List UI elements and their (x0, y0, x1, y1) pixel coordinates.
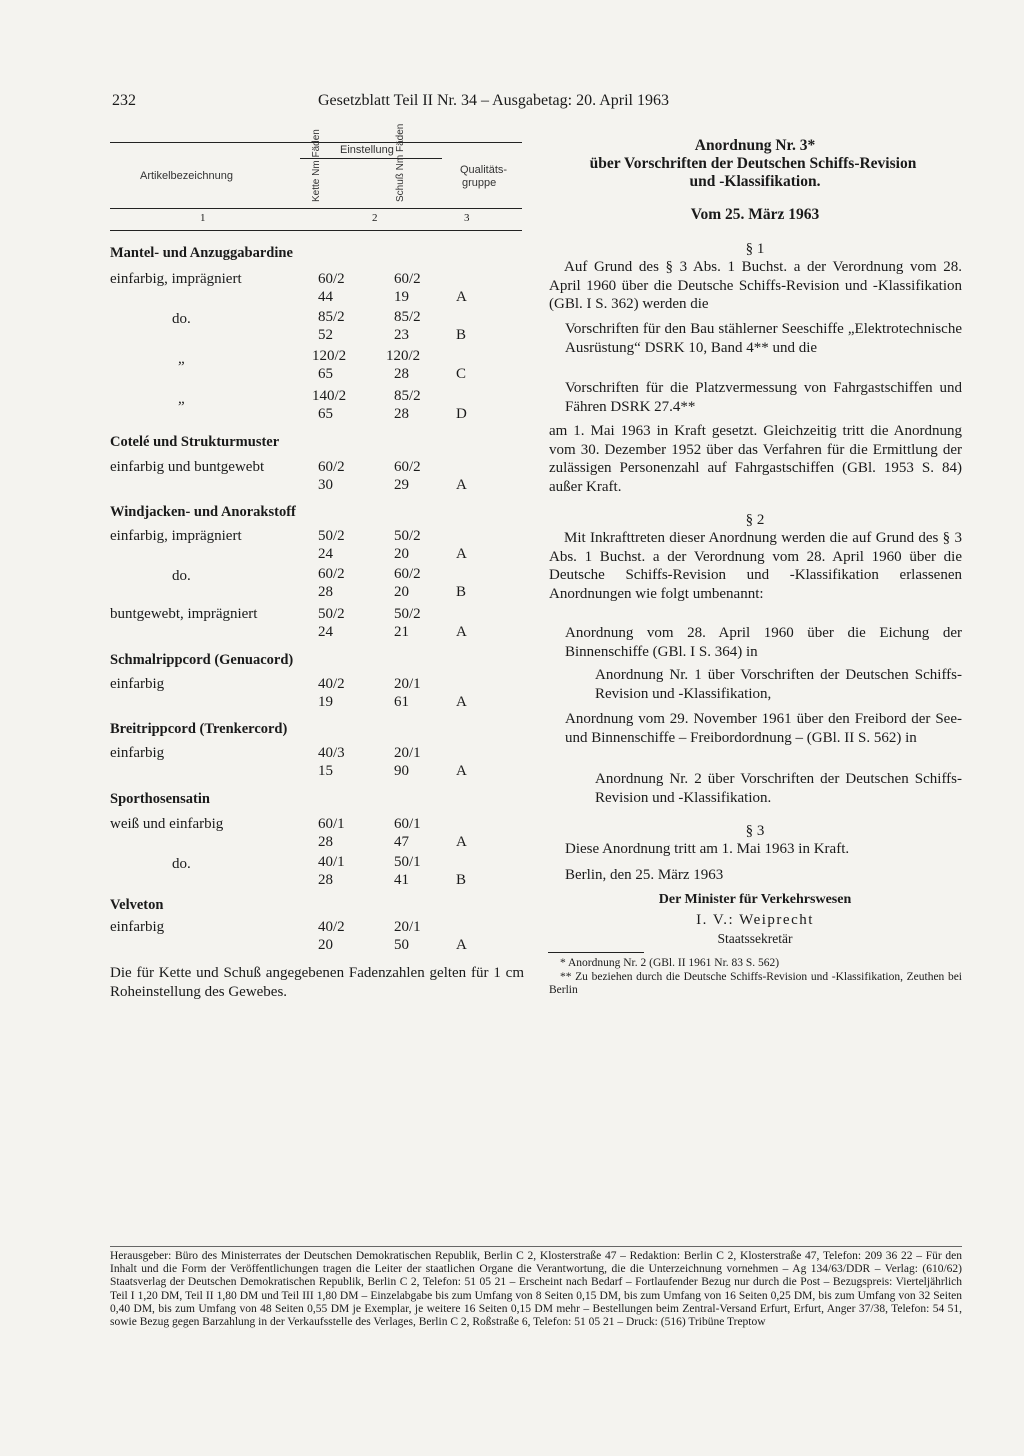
kette-value: 50/2 (318, 528, 345, 544)
kette-count: 44 (318, 289, 333, 305)
quality-group: A (456, 289, 467, 305)
col-quality-line2: gruppe (462, 177, 497, 189)
kette-value: 60/2 (318, 271, 345, 287)
kette-count: 28 (318, 584, 333, 600)
col-number-2: 2 (372, 212, 378, 224)
schuss-value: 50/1 (394, 854, 421, 870)
page-number: 232 (112, 92, 136, 109)
schuss-value: 20/1 (394, 919, 421, 935)
row-label: buntgewebt, imprägniert (110, 606, 258, 622)
section-1-item-1: Vorschriften für den Bau stählerner Seeschiffe „Elektrotechnische Ausrüstung“ DSRK 10, Band 4** und die (565, 321, 962, 356)
section-title: Velveton (110, 897, 164, 913)
footnote-1: * Anordnung Nr. 2 (GBl. II 1961 Nr. 83 S. 562) (560, 957, 780, 969)
article-title-line3: und -Klassifikation. (689, 173, 821, 190)
footnote-2: ** Zu beziehen durch die Deutsche Schiffs-Revision und -Klassifikation, Zeuthen bei Berlin (549, 971, 962, 996)
imprint: Herausgeber: Büro des Ministerrates der Deutschen Demokratischen Republik, Berlin C 2, Klosterstraße 47 – Redaktion: Berlin C 2, Klosterstraße 47, Telefon: 209 36 22 – Für den Inhalt und die Form der Veröffentlichungen tragen die Leiter der staatlichen Organe die Verantwortung, die die Unterzeichnung vornehmen – Ag 134/63/DDR – Verlag: (610/62) Staatsverlag der Deutschen Demokratischen Republik, Berlin C 2, Telefon: 51 05 21 – Erscheint nach Bedarf – Fortlaufender Bezug nur durch die Post – Bezugspreis: Vierteljährlich Teil I 1,20 DM, Teil II 1,80 DM und Teil III 1,80 DM – Einzelabgabe bis zum Umfang von 8 Seiten 0,15 DM, bis zum Umfang von 16 Seiten 0,25 DM, bis zum Umfang von 32 Seiten 0,40 DM, bis zum Umfang von 48 Seiten 0,55 DM je Exemplar, je weitere 16 Seiten 0,15 DM mehr – Bestellungen beim Zentral-Versand Erfurt, Erfurt, Anger 37/38, Telefon: 54 51, sowie Bezug gegen Barzahlung in der Verkaufsstelle des Verlages, Berlin C 2, Roßstraße 6, Telefon: 51 05 21 – Druck: (516) Tribüne Treptow (110, 1250, 962, 1329)
schuss-value: 20/1 (394, 676, 421, 692)
row-label: do. (172, 311, 191, 327)
schuss-value: 120/2 (386, 348, 421, 364)
section-2-item-2-new: Anordnung Nr. 2 über Vorschriften der Deutschen Schiffs-Revision und -Klassifikation. (595, 771, 962, 806)
quality-group: B (456, 872, 467, 888)
kette-count: 24 (318, 546, 333, 562)
quality-group: D (456, 406, 467, 422)
col-schuss: Schuß Nm Fäden (395, 123, 406, 202)
quality-group: A (456, 694, 467, 710)
kette-count: 19 (318, 694, 333, 710)
quality-group: A (456, 937, 467, 953)
schuss-count: 61 (394, 694, 409, 710)
section-3-heading: § 3 (745, 823, 765, 839)
kette-count: 28 (318, 834, 333, 850)
schuss-value: 20/1 (394, 745, 421, 761)
schuss-count: 20 (394, 584, 409, 600)
kette-value: 40/2 (318, 676, 345, 692)
section-1-item-2: Vorschriften für die Platzvermessung von Fahrgastschiffen und Fähren DSRK 27.4** (565, 380, 962, 415)
section-1-end: am 1. Mai 1963 in Kraft gesetzt. Gleichzeitig tritt die Anordnung vom 30. Dezember 1952 über das Verfahren für die Ermittlung der zulässigen Personenzahl auf Fahrgastschiffen (GBl. 1953 S. 84) außer Kraft. (549, 423, 962, 495)
kette-value: 40/3 (318, 745, 345, 761)
schuss-value: 60/2 (394, 566, 421, 582)
signer-organization: Der Minister für Verkehrswesen (658, 892, 852, 907)
row-label: einfarbig und buntgewebt (110, 459, 265, 475)
quality-group: A (456, 834, 467, 850)
kette-value: 85/2 (318, 309, 345, 325)
section-1-heading: § 1 (745, 241, 765, 257)
quality-group: B (456, 584, 467, 600)
kette-value: 40/1 (318, 854, 345, 870)
row-label: do. (172, 856, 191, 872)
section-title: Breitrippcord (Trenkercord) (110, 721, 288, 737)
kette-count: 28 (318, 872, 333, 888)
kette-count: 65 (318, 406, 333, 422)
signer-title: Staatssekretär (717, 931, 793, 946)
table-header-rule (110, 208, 522, 209)
kette-count: 24 (318, 624, 333, 640)
kette-count: 52 (318, 327, 333, 343)
kette-value: 60/2 (318, 566, 345, 582)
kette-count: 15 (318, 763, 333, 779)
quality-group: C (456, 366, 467, 382)
row-label: einfarbig, imprägniert (110, 528, 242, 544)
quality-group: A (456, 546, 467, 562)
section-title: Sporthosensatin (110, 791, 210, 807)
schuss-count: 28 (394, 406, 409, 422)
kette-count: 30 (318, 477, 333, 493)
schuss-count: 21 (394, 624, 409, 640)
schuss-count: 23 (394, 327, 409, 343)
schuss-count: 20 (394, 546, 409, 562)
row-label: einfarbig (110, 745, 165, 761)
row-label: weiß und einfarbig (110, 816, 224, 832)
section-2-text: Mit Inkrafttreten dieser Anordnung werden die auf Grund des § 3 Abs. 1 Buchst. a der Verordnung vom 28. April 1960 über die Deutsche Schiffs-Revision und -Klassifikation erlassenen Anordnungen wie folgt umbenannt: (549, 530, 962, 602)
schuss-value: 60/2 (394, 271, 421, 287)
section-title: Schmalrippcord (Genuacord) (110, 652, 294, 668)
kette-value: 60/1 (318, 816, 345, 832)
schuss-count: 41 (394, 872, 409, 888)
section-title: Windjacken- und Anorakstoff (110, 504, 296, 520)
place-date: Berlin, den 25. März 1963 (565, 867, 724, 883)
section-title: Cotelé und Strukturmuster (110, 434, 280, 450)
section-2-item-1-new: Anordnung Nr. 1 über Vorschriften der Deutschen Schiffs-Revision und -Klassifikation, (595, 667, 962, 702)
footnote-rule (548, 952, 644, 953)
kette-value: 40/2 (318, 919, 345, 935)
col-quality-line1: Qualitäts- (460, 164, 508, 176)
row-label: „ (178, 351, 185, 367)
kette-value: 140/2 (312, 388, 347, 404)
section-2-item-1: Anordnung vom 28. April 1960 über die Eichung der Binnenschiffe (GBl. I S. 364) in (565, 625, 962, 660)
col-number-1: 1 (200, 212, 206, 224)
section-2-heading: § 2 (745, 512, 765, 528)
col-kette: Kette Nm Fäden (311, 129, 322, 202)
section-2-item-2: Anordnung vom 29. November 1961 über den Freibord der See- und Binnenschiffe – Freibordordnung – (GBl. II S. 562) in (565, 711, 962, 746)
schuss-count: 90 (394, 763, 409, 779)
col-number-3: 3 (464, 212, 470, 224)
page-header-title: Gesetzblatt Teil II Nr. 34 – Ausgabetag: 20. April 1963 (318, 92, 669, 109)
kette-count: 20 (318, 937, 333, 953)
schuss-value: 85/2 (394, 309, 421, 325)
col-einstellung: Einstellung (340, 144, 394, 156)
schuss-count: 50 (394, 937, 409, 953)
section-1-text: Auf Grund des § 3 Abs. 1 Buchst. a der Verordnung vom 28. April 1960 über die Deutsche Schiffs-Revision und -Klassifikation (GBl. I S. 362) werden die (549, 259, 962, 312)
schuss-count: 29 (394, 477, 409, 493)
schuss-value: 60/2 (394, 459, 421, 475)
row-label: einfarbig (110, 919, 165, 935)
row-label: einfarbig, imprägniert (110, 271, 242, 287)
schuss-count: 28 (394, 366, 409, 382)
quality-group: A (456, 624, 467, 640)
schuss-count: 47 (394, 834, 409, 850)
schuss-value: 60/1 (394, 816, 421, 832)
row-label: einfarbig (110, 676, 165, 692)
table-number-rule (110, 230, 522, 231)
section-title: Mantel- und Anzuggabardine (110, 245, 293, 261)
article-title-line2: über Vorschriften der Deutschen Schiffs-Revision (589, 155, 917, 172)
row-label: „ (178, 391, 185, 407)
quality-group: A (456, 763, 467, 779)
col-article: Artikelbezeichnung (140, 170, 233, 182)
signer-name: I. V.: Weiprecht (696, 912, 814, 928)
schuss-value: 50/2 (394, 528, 421, 544)
kette-value: 60/2 (318, 459, 345, 475)
schuss-value: 50/2 (394, 606, 421, 622)
row-label: do. (172, 568, 191, 584)
article-title-line1: Anordnung Nr. 3* (694, 137, 816, 154)
article-date: Vom 25. März 1963 (690, 206, 820, 223)
kette-count: 65 (318, 366, 333, 382)
imprint-rule (110, 1246, 962, 1247)
kette-value: 120/2 (312, 348, 347, 364)
kette-value: 50/2 (318, 606, 345, 622)
table-note: Die für Kette und Schuß angegebenen Fadenzahlen gelten für 1 cm Roheinstellung des Gewebes. (110, 965, 524, 1000)
schuss-value: 85/2 (394, 388, 421, 404)
quality-group: B (456, 327, 467, 343)
quality-group: A (456, 477, 467, 493)
section-3-text: Diese Anordnung tritt am 1. Mai 1963 in Kraft. (565, 841, 850, 857)
schuss-count: 19 (394, 289, 409, 305)
